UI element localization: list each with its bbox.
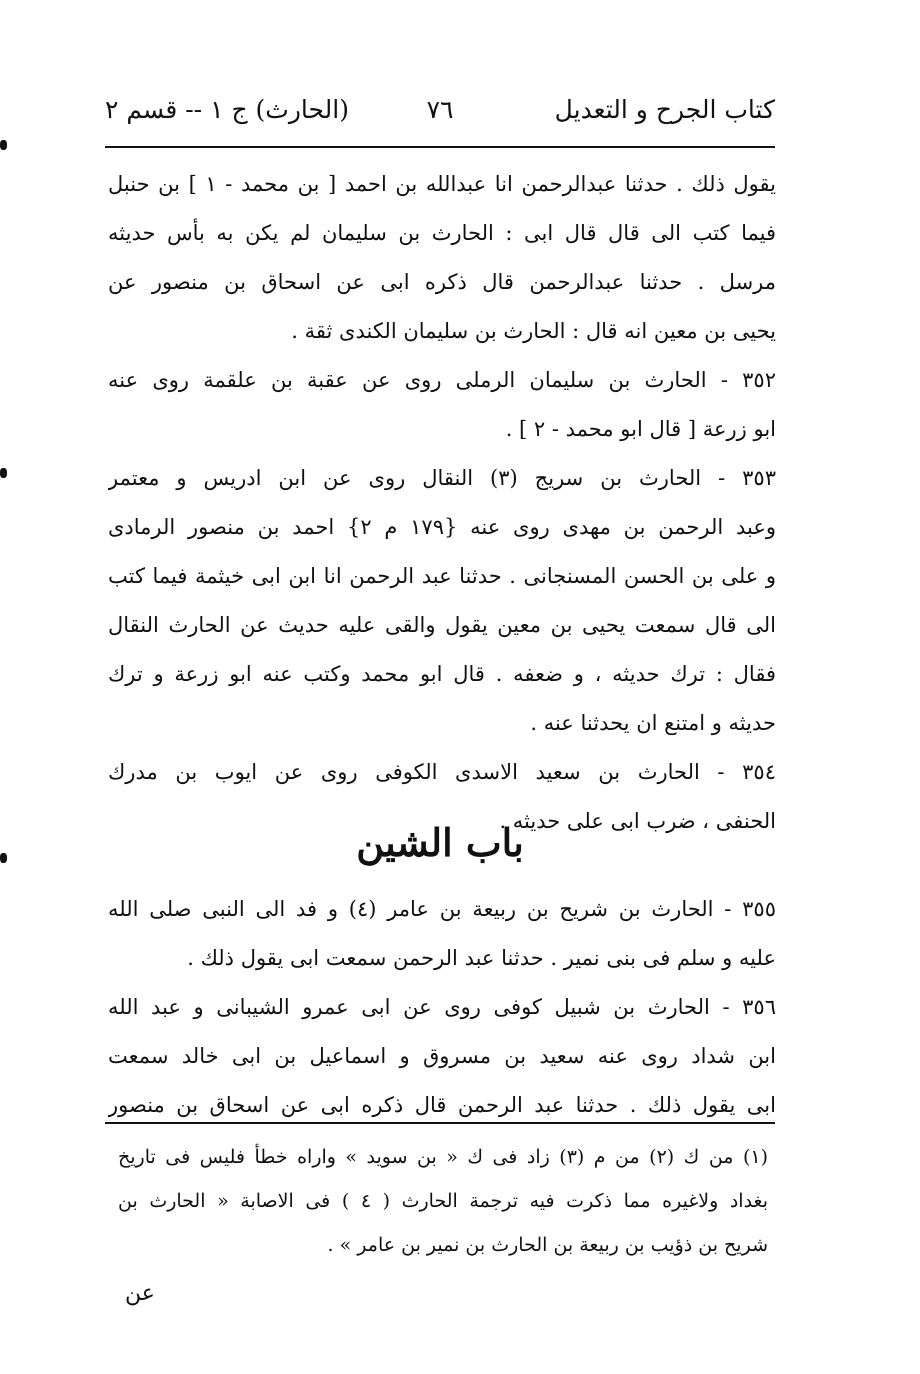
book-title: كتاب الجرح و التعديل: [554, 95, 775, 124]
page-number: ٧٦: [426, 95, 454, 124]
text-line: يقول ذلك . حدثنا عبدالرحمن انا عبدالله بن احمد [ بن محمد - ١ ] بن حنبل: [108, 172, 776, 196]
main-text-bottom: [108, 885, 776, 1130]
text-line: ابن شداد روى عنه سعيد بن مسروق و اسماعيل بن ابى خالد سمعت: [108, 1044, 776, 1068]
footnote-line: بغداد ولاغيره مما ذكرت فيه ترجمة الحارث ( ٤ ) فى الاصابة « الحارث بن: [118, 1190, 768, 1212]
text-line: الى قال سمعت يحيى بن معين يقول والقى عليه حديث عن الحارث النقال: [108, 613, 776, 637]
text-line: حديثه و امتنع ان يحدثنا عنه .: [530, 711, 776, 735]
footnote-rule: [105, 1122, 775, 1124]
entry-356-line: ٣٥٦ - الحارث بن شبيل كوفى روى عن ابى عمرو الشيبانى و عبد الله: [108, 995, 776, 1019]
footnotes: [118, 1135, 768, 1267]
catchword: عن: [125, 1281, 155, 1306]
text-line: عليه و سلم فى بنى نمير . حدثنا عبد الرحمن سمعت ابى يقول ذلك .: [187, 946, 776, 970]
text-line: وعبد الرحمن بن مهدى روى عنه {١٧٩ م ٢} احمد بن منصور الرمادى: [108, 515, 776, 539]
running-header: [105, 88, 775, 138]
text-line: ابو زرعة [ قال ابو محمد - ٢ ] .: [505, 417, 776, 441]
text-line: و على بن الحسن المسنجانى . حدثنا عبد الرحمن انا ابن ابى خيثمة فيما كتب: [108, 564, 776, 588]
header-rule: [105, 146, 775, 148]
section-label: (الحارث) ج ١ -- قسم ٢: [105, 95, 349, 124]
main-text-top: [108, 160, 776, 846]
entry-355-line: ٣٥٥ - الحارث بن شريح بن ربيعة بن عامر (٤) و فد الى النبى صلى الله: [108, 897, 776, 921]
scan-speck: [0, 468, 7, 478]
entry-353-line: ٣٥٣ - الحارث بن سريج (٣) النقال روى عن ابن ادريس و معتمر: [108, 466, 776, 490]
text-line: يحيى بن معين انه قال : الحارث بن سليمان الكندى ثقة .: [291, 319, 776, 343]
scan-speck: [0, 853, 7, 863]
text-line: فقال : ترك حديثه ، و ضعفه . قال ابو محمد وكتب عنه ابو زرعة و ترك: [108, 662, 776, 686]
chapter-heading: باب الشين: [356, 820, 524, 865]
text-line: فيما كتب الى قال قال ابى : الحارث بن سليمان لم يكن به بأس حديثه: [108, 221, 776, 245]
text-line: الحنفى ، ضرب ابى على حديثه .: [499, 809, 776, 833]
footnote-line: شريح بن ذؤيب بن ربيعة بن الحارث بن نمير بن عامر » .: [327, 1234, 768, 1256]
scan-speck: [0, 140, 7, 150]
entry-352-line: ٣٥٢ - الحارث بن سليمان الرملى روى عن عقبة بن علقمة روى عنه: [108, 368, 776, 392]
text-line: ابى يقول ذلك . حدثنا عبد الرحمن قال ذكره ابى عن اسحاق بن منصور: [108, 1093, 776, 1117]
footnote-line: (١) من ك (٢) من م (٣) زاد فى ك « بن سويد » واراه خطأ فليس فى تاريخ: [118, 1146, 768, 1168]
text-line: مرسل . حدثنا عبدالرحمن قال ذكره ابى عن اسحاق بن منصور عن: [108, 270, 776, 294]
entry-354-line: ٣٥٤ - الحارث بن سعيد الاسدى الكوفى روى عن ايوب بن مدرك: [108, 760, 776, 784]
